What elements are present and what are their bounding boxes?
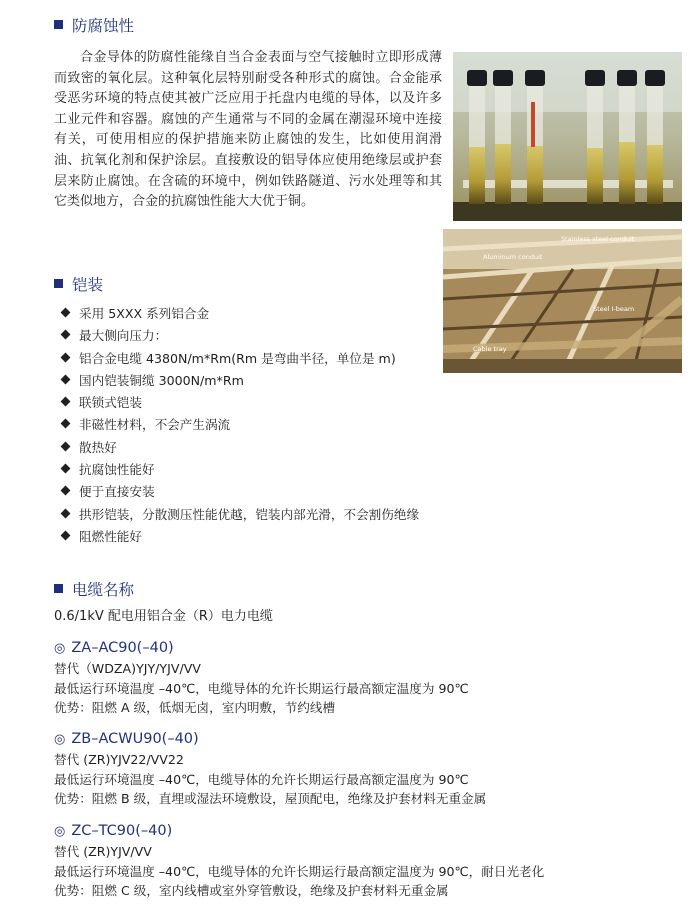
list-item [60,414,419,436]
list-item [60,348,419,370]
list-item [60,481,419,503]
model-advantage: 优势：阻燃 A 级，低烟无卤，室内明敷，节约线槽 [54,700,336,716]
diamond-bullet-icon [61,508,71,518]
diamond-bullet-icon [61,397,71,407]
list-item-text: 最大侧向压力： [79,328,168,344]
diamond-bullet-icon [61,374,71,384]
list-item-text: 散热好 [79,439,117,455]
cable-tray-photo [443,229,682,373]
test-tubes-photo [453,52,682,221]
list-item-text: 阻燃性能好 [79,528,142,544]
label-beam: Steel I-beam [593,305,635,313]
model-advantage: 优势：阻燃 C 级，室内线槽或室外穿管敷设，绝缘及护套材料无重金属 [54,883,449,899]
square-bullet-icon [54,20,63,29]
list-item [60,526,419,548]
model-replace: 替代 (ZR)YJV/VV [54,844,152,859]
corrosion-paragraph: 合金导体的防腐性能缘自当合金表面与空气接触时立即形成薄而致密的氧化层。这种氧化层特别耐受各种形式的腐蚀。合金能承受恶劣环境的特点使其被广泛应用于托盘内电缆的导体，以及许多工业元件和容器。腐蚀的产生通常与不同的金属在潮湿环境中连接有关，可使用相应的保护措施来防止腐蚀的发生，比如使用润滑油、抗氧化剂和保护涂层。直接敷设的铝导体应使用绝缘层或护套层来防止腐蚀。在含硫的环境中，例如铁路隧道、污水处理等和其它类似地方，合金的抗腐蚀性能大大优于铜。 [54,50,442,210]
model-name [54,638,674,659]
section-heading-cable [54,578,134,600]
diamond-bullet-icon [61,486,71,496]
model-temp: 最低运行环境温度 –40℃，电缆导体的允许长期运行最高额定温度为 90℃ [54,771,469,787]
label-tray: Cable tray [473,345,507,353]
heading-text: 防腐蚀性 [72,17,135,35]
list-item-text: 拱形铠装，分散测压性能优越，铠装内部光滑，不会割伤绝缘 [79,506,420,522]
list-item [60,504,419,526]
model-name [54,821,674,842]
list-item-text: 抗腐蚀性能好 [79,462,155,478]
model-name-text: ZA–AC90(–40) [71,640,174,656]
model-advantage: 优势：阻燃 B 级，直埋或湿法环境敷设，屋顶配电，绝缘及护套材料无重金属 [54,791,487,807]
model-name-text: ZC–TC90(–40) [71,823,173,839]
square-bullet-icon [54,584,63,593]
list-item [60,392,419,414]
diamond-bullet-icon [61,419,71,429]
heading-text: 电缆名称 [72,581,135,599]
double-circle-icon: ◎ [54,732,66,747]
list-item-text: 采用 5XXX 系列铝合金 [79,306,210,321]
double-circle-icon: ◎ [54,641,66,656]
heading-text: 铠装 [72,276,104,294]
model-replace: 替代（WDZA)YJY/YJV/VV [54,661,201,676]
list-item [60,370,419,392]
list-item-text: 非磁性材料，不会产生涡流 [79,417,231,433]
diamond-bullet-icon [61,441,71,451]
square-bullet-icon [54,279,63,288]
list-item-text: 联锁式铠装 [79,395,142,411]
model-replace: 替代 (ZR)YJV22/VV22 [54,752,184,767]
model-temp: 最低运行环境温度 –40℃，电缆导体的允许长期运行最高额定温度为 90℃，耐日光老化 [54,863,545,879]
list-item [60,325,419,347]
list-item [60,437,419,459]
cable-model-za [54,638,674,718]
diamond-bullet-icon [61,308,71,318]
model-name-text: ZB–ACWU90(–40) [71,731,199,747]
double-circle-icon: ◎ [54,824,66,839]
diamond-bullet-icon [61,352,71,362]
diamond-bullet-icon [61,330,71,340]
cable-model-zc [54,821,674,901]
armor-feature-list [60,303,419,548]
diamond-bullet-icon [61,531,71,541]
model-name [54,729,674,750]
label-aluminum: Aluminum conduit [483,253,543,261]
list-item-text: 国内铠装铜缆 3000N/m*Rm [79,372,244,388]
list-item [60,459,419,481]
label-stainless: Stainless steel conduit [561,235,635,243]
section-heading-armor [54,273,103,295]
diamond-bullet-icon [61,464,71,474]
cable-model-zb [54,729,674,809]
list-item [60,303,419,325]
section-heading-corrosion [54,14,134,36]
model-temp: 最低运行环境温度 –40℃，电缆导体的允许长期运行最高额定温度为 90℃ [54,680,469,696]
cable-subtitle: 0.6/1kV 配电用铝合金（R）电力电缆 [54,609,273,624]
list-item-text: 铝合金电缆 4380N/m*Rm(Rm 是弯曲半径，单位是 m) [79,350,396,366]
list-item-text: 便于直接安装 [79,484,155,500]
